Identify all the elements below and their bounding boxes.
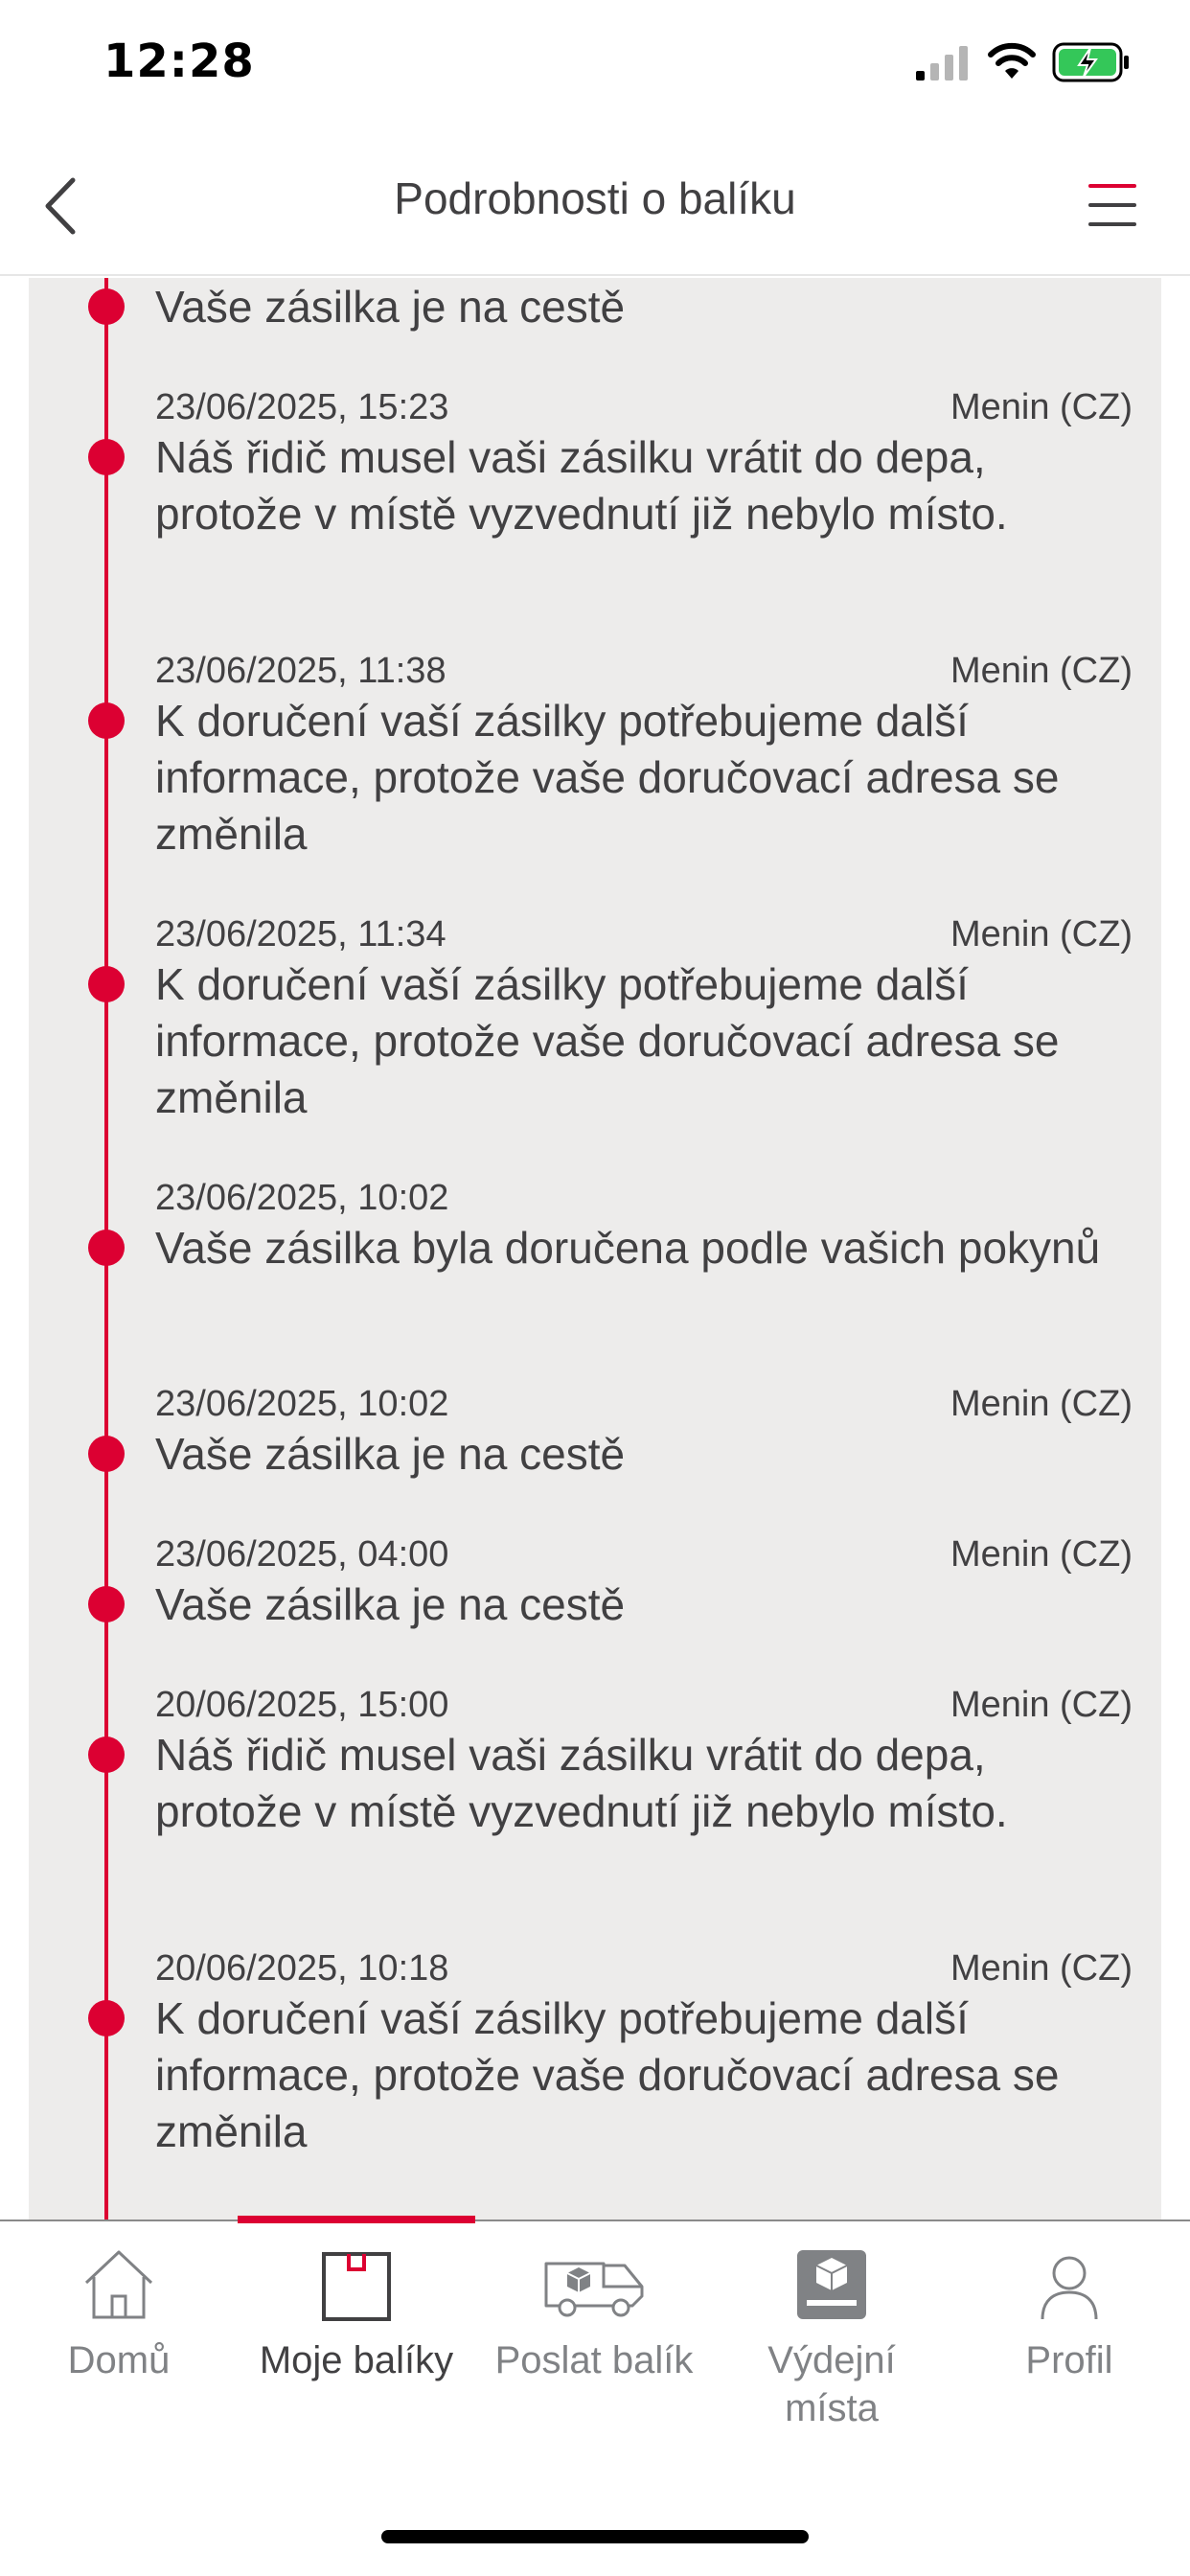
nav-label-profile: Profil <box>1025 2339 1113 2381</box>
event-location: Menin (CZ) <box>950 1948 1133 1989</box>
nav-item-my-parcels[interactable] <box>238 2221 475 2451</box>
wifi-icon <box>987 42 1037 80</box>
pickup-point-icon <box>791 2244 872 2325</box>
home-indicator[interactable] <box>381 2530 809 2543</box>
timeline-dot-icon <box>88 702 125 739</box>
nav-label-pickup-points: Výdejní místa <box>767 2339 896 2429</box>
nav-item-profile[interactable] <box>950 2221 1188 2451</box>
event-date: 23/06/2025, 11:34 <box>155 914 446 954</box>
menu-line-icon <box>1088 203 1136 207</box>
nav-item-pickup-points[interactable] <box>713 2221 950 2451</box>
event-location: Menin (CZ) <box>950 1384 1133 1424</box>
event-location: Menin (CZ) <box>950 387 1133 427</box>
timeline-dot-icon <box>88 1736 125 1773</box>
timeline-dot-icon <box>88 1436 125 1472</box>
event-description: Vaše zásilka je na cestě <box>155 1579 626 1629</box>
timeline-dot-icon <box>88 1230 125 1266</box>
home-icon <box>79 2244 159 2325</box>
event-location: Menin (CZ) <box>950 651 1133 691</box>
event-date: 20/06/2025, 15:00 <box>155 1685 449 1725</box>
timeline-dot-icon <box>88 1586 125 1622</box>
event-date: 23/06/2025, 10:02 <box>155 1178 449 1218</box>
nav-item-home[interactable] <box>0 2221 238 2451</box>
event-description: Náš řidič musel vaši zásilku vrátit do depa, protože v místě vyzvednutí již nebylo místo. <box>155 1730 1008 1836</box>
signal-icon <box>916 46 970 80</box>
battery-charging-icon <box>1052 42 1131 82</box>
event-date: 20/06/2025, 10:18 <box>155 1948 449 1989</box>
event-description: Vaše zásilka je na cestě <box>155 1429 626 1479</box>
page-title: Podrobnosti o balíku <box>394 173 796 223</box>
timeline-dot-icon <box>88 966 125 1002</box>
tracking-timeline <box>29 278 1161 2220</box>
nav-label-home: Domů <box>67 2339 171 2381</box>
van-icon <box>540 2244 648 2325</box>
nav-label-my-parcels: Moje balíky <box>259 2339 454 2381</box>
status-bar <box>0 0 1190 134</box>
event-description: K doručení vaší zásilky potřebujeme další informace, protože vaše doručovací adresa se změnila <box>155 696 1060 859</box>
event-date: 23/06/2025, 10:02 <box>155 1384 449 1424</box>
event-description: Náš řidič musel vaši zásilku vrátit do depa, protože v místě vyzvednutí již nebylo místo. <box>155 432 1008 539</box>
bottom-navigation <box>0 2220 1190 2576</box>
menu-line-icon <box>1088 222 1136 226</box>
event-description: K doručení vaší zásilky potřebujeme další informace, protože vaše doručovací adresa se změnila <box>155 1993 1060 2156</box>
header <box>0 134 1190 276</box>
event-location: Menin (CZ) <box>950 914 1133 954</box>
timeline-dot-icon <box>88 288 125 325</box>
event-date: 23/06/2025, 04:00 <box>155 1534 449 1575</box>
menu-button[interactable] <box>1083 176 1140 234</box>
event-location: Menin (CZ) <box>950 1534 1133 1575</box>
menu-line-icon <box>1088 184 1136 188</box>
event-description: Vaše zásilka byla doručena podle vašich pokynů <box>155 1223 1101 1273</box>
profile-icon <box>1029 2244 1110 2325</box>
event-date: 23/06/2025, 15:23 <box>155 387 449 427</box>
event-date: 23/06/2025, 11:38 <box>155 651 446 691</box>
event-location: Menin (CZ) <box>950 1685 1133 1725</box>
timeline-dot-icon <box>88 2000 125 2036</box>
event-description: K doručení vaší zásilky potřebujeme další informace, protože vaše doručovací adresa se změnila <box>155 959 1060 1122</box>
status-time: 12:28 <box>103 34 255 88</box>
timeline-dot-icon <box>88 439 125 475</box>
nav-label-send-parcel: Poslat balík <box>494 2339 694 2381</box>
event-description: Vaše zásilka je na cestě <box>155 282 626 332</box>
nav-item-send-parcel[interactable] <box>475 2221 713 2451</box>
parcel-icon <box>316 2244 397 2325</box>
